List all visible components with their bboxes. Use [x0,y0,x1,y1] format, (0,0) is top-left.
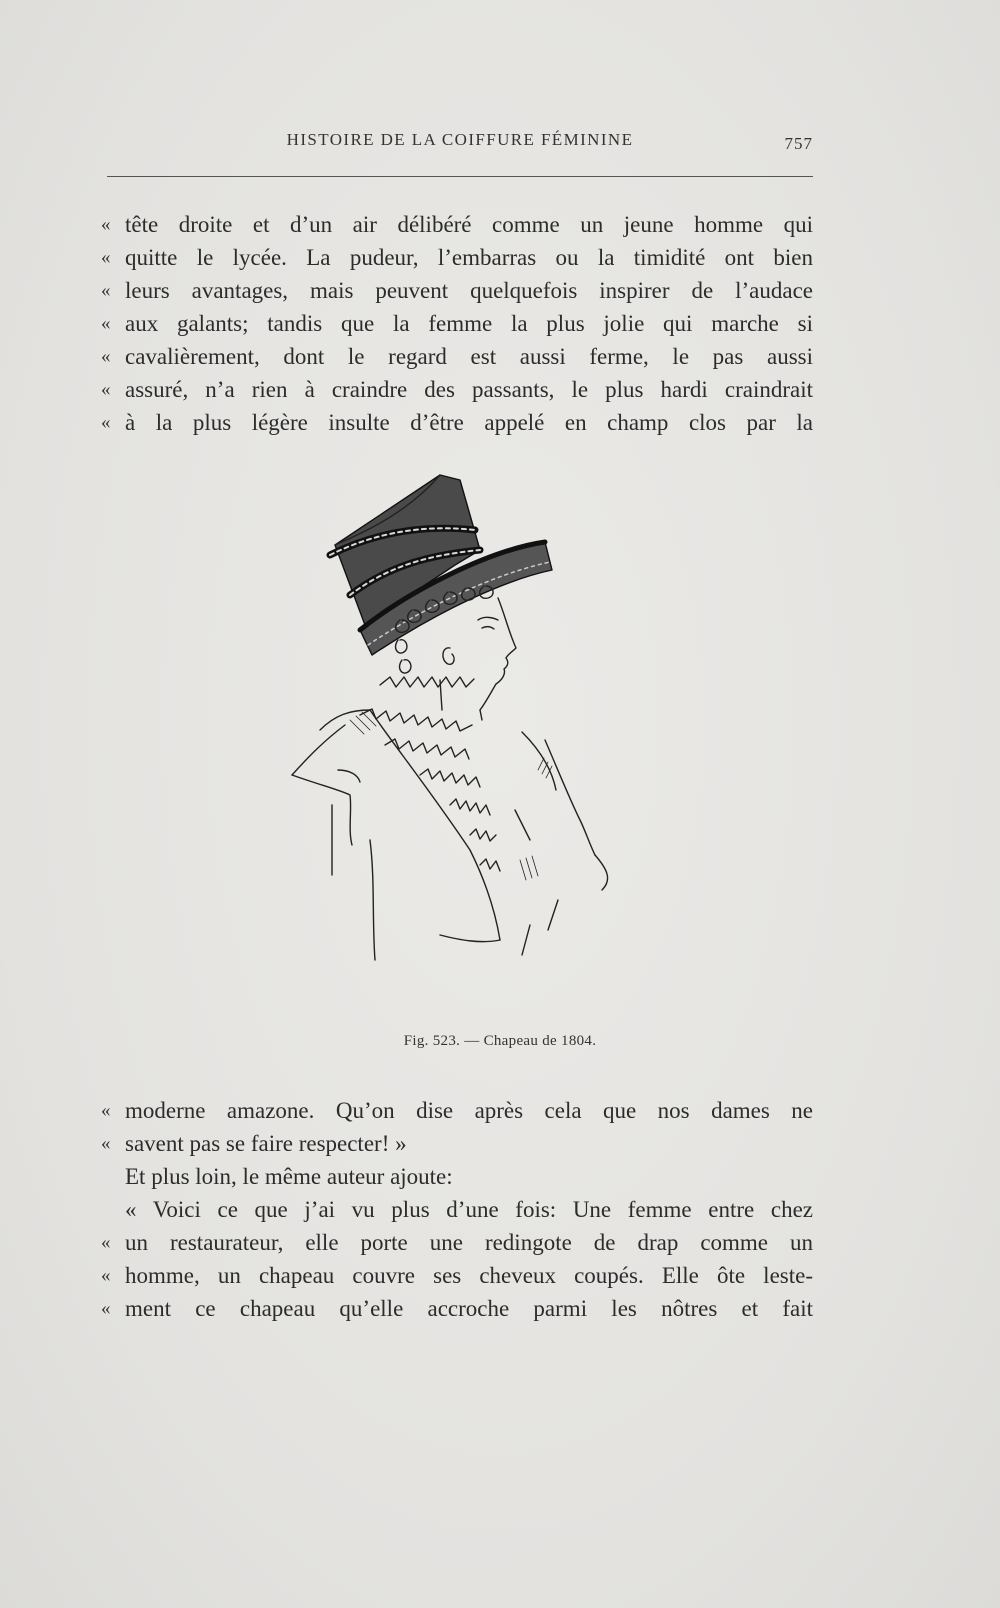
text-line [101,241,813,274]
quote-mark: « [101,214,111,235]
quote-mark: « [101,247,111,268]
line-text: Et plus loin, le même auteur ajoute: [125,1164,453,1189]
text-line [101,1292,813,1325]
page-number: 757 [784,134,813,153]
quote-mark: « [101,412,111,433]
line-text: assuré, n’a rien à craindre des passants, le plus hardi craindrait [125,377,813,402]
quote-mark: « [101,1133,111,1154]
line-text: savent pas se faire respecter! » [125,1131,407,1156]
text-line [101,1160,813,1193]
text-block-top [101,208,813,439]
line-text: aux galants; tandis que la femme la plus jolie qui marche si [125,311,813,336]
quote-mark: « [101,313,111,334]
quote-mark: « [101,379,111,400]
line-text: un restaurateur, elle porte une redingote de drap comme un [125,1230,813,1255]
quote-mark: « [101,1298,111,1319]
line-text: ment ce chapeau qu’elle accroche parmi les nôtres et fait [125,1296,813,1321]
text-line [101,307,813,340]
line-text: tête droite et d’un air délibéré comme un jeune homme qui [125,212,813,237]
line-text: quitte le lycée. La pudeur, l’embarras ou la timidité ont bien [125,245,813,270]
text-line [101,208,813,241]
text-block-bottom [101,1094,813,1325]
text-line [101,373,813,406]
line-text: à la plus légère insulte d’être appelé en champ clos par la [125,410,813,435]
text-line [101,406,813,439]
line-text: homme, un chapeau couvre ses cheveux coupés. Elle ôte leste- [125,1263,813,1288]
woman-with-top-hat-engraving [290,470,630,1010]
quote-mark: « [101,1265,111,1286]
quote-mark: « [101,1100,111,1121]
text-line [101,1193,813,1226]
line-text: leurs avantages, mais peuvent quelquefois inspirer de l’audace [125,278,813,303]
text-line [101,1226,813,1259]
figure-illustration [290,470,630,1010]
text-line [101,340,813,373]
quote-mark: « [101,1232,111,1253]
line-text: moderne amazone. Qu’on dise après cela que nos dames ne [125,1098,813,1123]
text-line [101,274,813,307]
line-text: cavalièrement, dont le regard est aussi ferme, le pas aussi [125,344,813,369]
text-line [101,1259,813,1292]
line-text: « Voici ce que j’ai vu plus d’une fois: Une femme entre chez [125,1197,813,1222]
running-title: HISTOIRE DE LA COIFFURE FÉMININE [286,130,634,149]
text-line [101,1094,813,1127]
quote-mark: « [101,346,111,367]
figure-caption: Fig. 523. — Chapeau de 1804. [403,1033,597,1049]
header-rule [107,176,813,177]
running-head [107,130,813,160]
text-line [101,1127,813,1160]
quote-mark: « [101,280,111,301]
